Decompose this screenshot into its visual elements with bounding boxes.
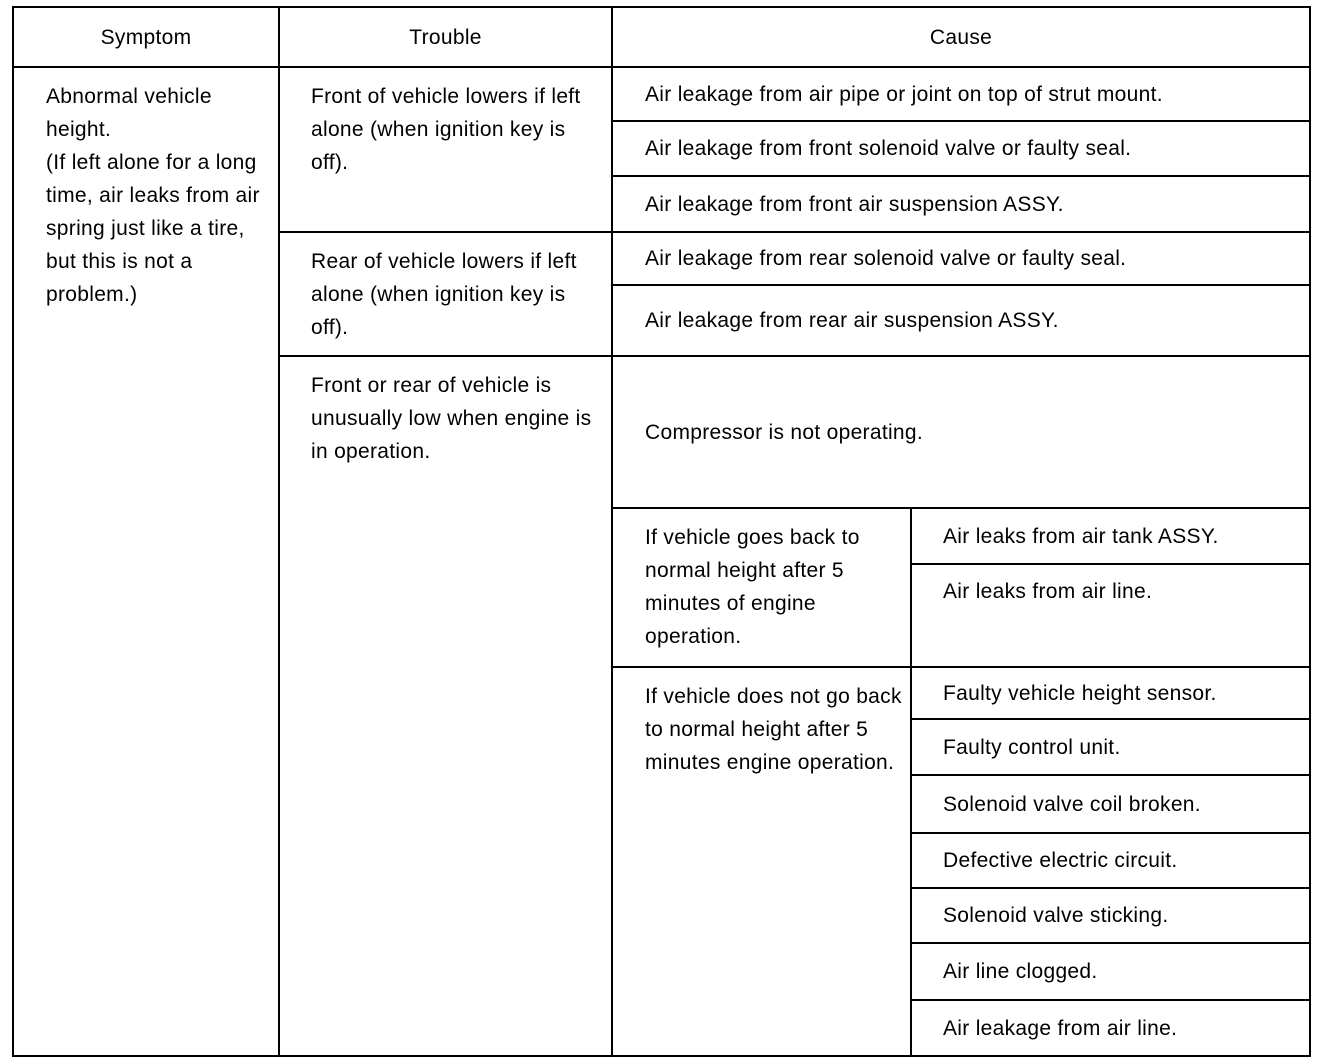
cause-item: Faulty vehicle height sensor. bbox=[911, 667, 1310, 719]
table-row bbox=[13, 67, 1310, 121]
cause-item: Air leakage from front solenoid valve or faulty seal. bbox=[612, 121, 1310, 176]
trouble-unusually-low: Front or rear of vehicle is unusually low when engine is in operation. bbox=[279, 356, 612, 1056]
trouble-rear-lowers: Rear of vehicle lowers if left alone (when ignition key is off). bbox=[279, 232, 612, 356]
condition-not-return: If vehicle does not go back to normal height after 5 minutes engine operation. bbox=[612, 667, 911, 1056]
cause-item: Air leakage from rear air suspension ASSY. bbox=[612, 285, 1310, 356]
cause-item: Air leakage from front air suspension ASSY. bbox=[612, 176, 1310, 232]
trouble-header: Trouble bbox=[279, 7, 612, 67]
symptom-text: Abnormal vehicle height. (If left alone for a long time, air leaks from air spring just like a tire, but this is not a problem.) bbox=[46, 85, 260, 306]
symptom-cell bbox=[13, 67, 279, 1056]
header-row bbox=[13, 7, 1310, 67]
cause-item: Air leakage from air pipe or joint on top of strut mount. bbox=[612, 67, 1310, 121]
cause-header: Cause bbox=[612, 7, 1310, 67]
troubleshooting-table bbox=[12, 6, 1311, 1057]
trouble-front-lowers: Front of vehicle lowers if left alone (when ignition key is off). bbox=[279, 67, 612, 232]
cause-item: Air leakage from rear solenoid valve or faulty seal. bbox=[612, 232, 1310, 285]
cause-item-compressor: Compressor is not operating. bbox=[612, 356, 1310, 508]
cause-item: Faulty control unit. bbox=[911, 719, 1310, 775]
cause-item: Air line clogged. bbox=[911, 943, 1310, 1000]
cause-item: Solenoid valve coil broken. bbox=[911, 775, 1310, 833]
cause-item: Air leaks from air line. bbox=[911, 564, 1310, 667]
symptom-header: Symptom bbox=[13, 7, 279, 67]
cause-item: Defective electric circuit. bbox=[911, 833, 1310, 888]
cause-item: Air leakage from air line. bbox=[911, 1000, 1310, 1056]
condition-returns-normal: If vehicle goes back to normal height after 5 minutes of engine operation. bbox=[612, 508, 911, 667]
cause-item: Solenoid valve sticking. bbox=[911, 888, 1310, 943]
cause-item: Air leaks from air tank ASSY. bbox=[911, 508, 1310, 564]
